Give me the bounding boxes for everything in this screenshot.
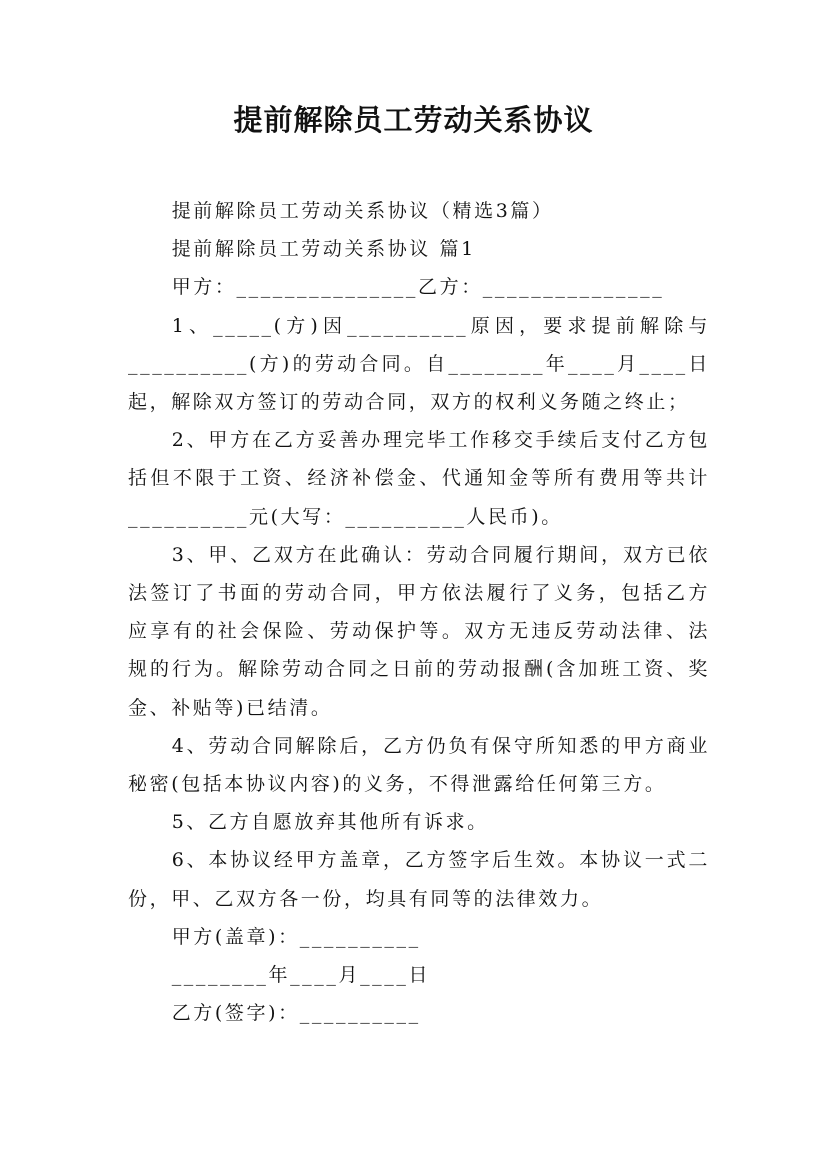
clause-2: 2、甲方在乙方妥善办理完毕工作移交手续后支付乙方包括但不限于工资、经济补偿金、代通知金等所有费用等共计__________元(大写：__________人民币)。 bbox=[128, 429, 710, 528]
clause-4: 4、劳动合同解除后，乙方仍负有保守所知悉的甲方商业秘密(包括本协议内容)的义务，不得泄露给任何第三方。 bbox=[128, 734, 710, 796]
date-line: ________年____月____日 bbox=[171, 964, 431, 987]
clause-5: 5、乙方自愿放弃其他所有诉求。 bbox=[171, 811, 489, 834]
section-heading: 提前解除员工劳动关系协议 篇1 bbox=[171, 238, 476, 261]
document-body bbox=[128, 192, 710, 1032]
document-title: 提前解除员工劳动关系协议 bbox=[233, 103, 594, 137]
clause-1: 1、_____(方)因__________原因，要求提前解除与__________(方)的劳动合同。自________年____月____日起，解除双方签订的劳动合同，双方的权利义务随之终止； bbox=[128, 314, 710, 414]
clause-3: 3、甲、乙双方在此确认：劳动合同履行期间，双方已依法签订了书面的劳动合同，甲方依法履行了义务，包括乙方应享有的社会保险、劳动保护等。双方无违反劳动法律、法规的行为。解除劳动合同之日前的劳动报酬(含加班工资、奖金、补贴等)已结清。 bbox=[128, 543, 710, 719]
subtitle-line: 提前解除员工劳动关系协议（精选3篇） bbox=[171, 200, 554, 222]
party-b-signature-line: 乙方(签字)：__________ bbox=[171, 1002, 421, 1025]
party-a-seal-line: 甲方(盖章)：__________ bbox=[171, 925, 421, 948]
parties-line: 甲方：_______________乙方：_______________ bbox=[171, 276, 665, 299]
clause-6: 6、本协议经甲方盖章，乙方签字后生效。本协议一式二份，甲、乙双方各一份，均具有同等的法律效力。 bbox=[128, 849, 710, 910]
